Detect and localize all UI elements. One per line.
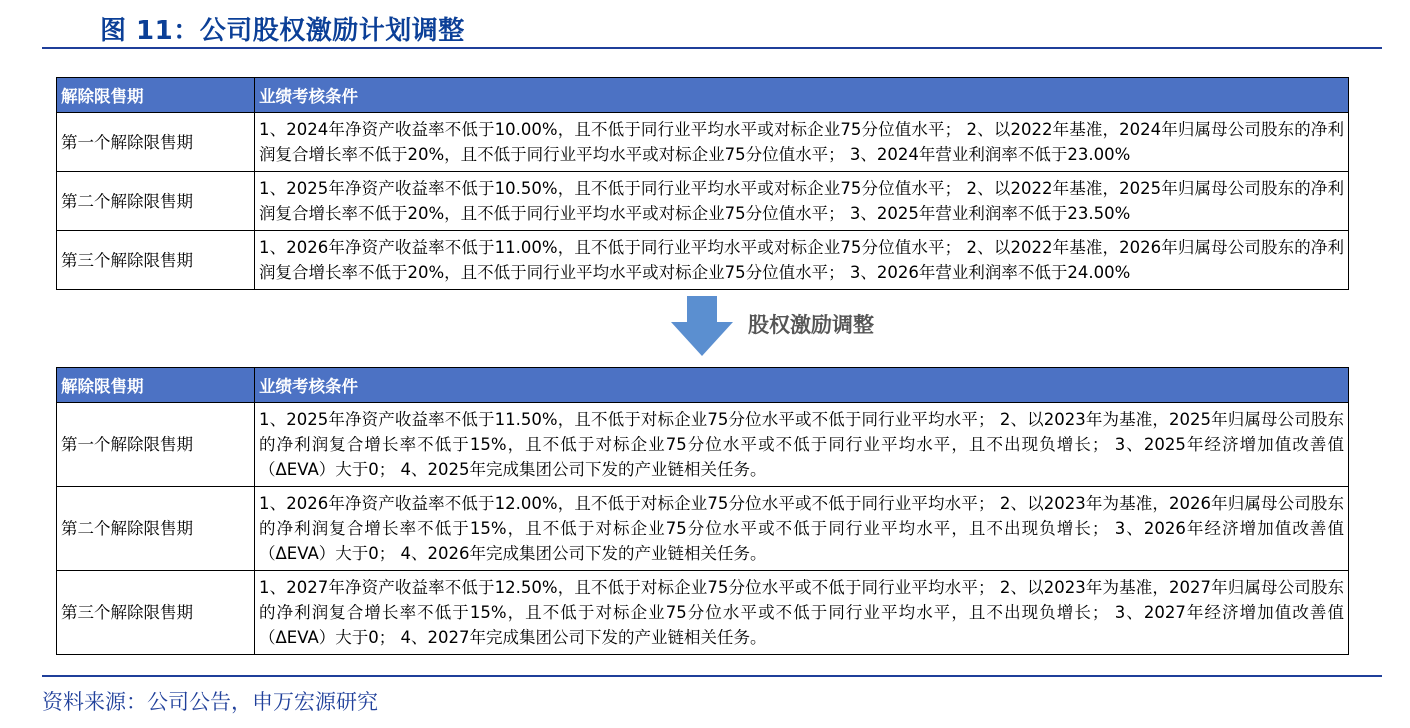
adjustment-label: 股权激励调整 <box>748 313 874 337</box>
condition-cell: 1、2025年净资产收益率不低于11.50%，且不低于对标企业75分位水平或不低于同行业平均水平； 2、以2023年为基准，2025年归属母公司股东的净利润复合增长率不低于15%，且不低于对标企业75分位水平或不低于同行业平均水平，且不出现负增长； 3、2025年经济增加值改善值（ΔEVA）大于0； 4、2025年完成集团公司下发的产业链相关任务。 <box>255 403 1349 487</box>
header-condition: 业绩考核条件 <box>255 78 1349 113</box>
table-header-row <box>57 78 1349 113</box>
title-divider <box>42 47 1382 49</box>
period-cell: 第二个解除限售期 <box>57 172 255 231</box>
condition-cell: 1、2027年净资产收益率不低于12.50%，且不低于对标企业75分位水平或不低于同行业平均水平； 2、以2023年为基准，2027年归属母公司股东的净利润复合增长率不低于15%，且不低于对标企业75分位水平或不低于同行业平均水平，且不出现负增长； 3、2027年经济增加值改善值（ΔEVA）大于0； 4、2027年完成集团公司下发的产业链相关任务。 <box>255 571 1349 655</box>
condition-cell: 1、2025年净资产收益率不低于10.50%，且不低于同行业平均水平或对标企业75分位值水平； 2、以2022年基准，2025年归属母公司股东的净利润复合增长率不低于20%，且不低于同行业平均水平或对标企业75分位值水平； 3、2025年营业利润率不低于23.50% <box>255 172 1349 231</box>
original-plan-table <box>56 77 1349 290</box>
table-row <box>57 571 1349 655</box>
period-cell: 第二个解除限售期 <box>57 487 255 571</box>
footer-divider <box>42 675 1382 677</box>
adjusted-plan-table <box>56 367 1349 655</box>
source-note: 资料来源：公司公告，申万宏源研究 <box>42 690 378 714</box>
period-cell: 第三个解除限售期 <box>57 231 255 290</box>
header-period: 解除限售期 <box>57 78 255 113</box>
table-row <box>57 487 1349 571</box>
table-row <box>57 403 1349 487</box>
period-cell: 第一个解除限售期 <box>57 403 255 487</box>
table-row <box>57 231 1349 290</box>
header-period: 解除限售期 <box>57 368 255 403</box>
period-cell: 第三个解除限售期 <box>57 571 255 655</box>
figure-title: 图 11：公司股权激励计划调整 <box>100 16 465 46</box>
period-cell: 第一个解除限售期 <box>57 113 255 172</box>
table-row <box>57 113 1349 172</box>
table-header-row <box>57 368 1349 403</box>
table-row <box>57 172 1349 231</box>
down-arrow-icon <box>671 296 733 356</box>
condition-cell: 1、2024年净资产收益率不低于10.00%，且不低于同行业平均水平或对标企业75分位值水平； 2、以2022年基准，2024年归属母公司股东的净利润复合增长率不低于20%，且不低于同行业平均水平或对标企业75分位值水平； 3、2024年营业利润率不低于23.00% <box>255 113 1349 172</box>
condition-cell: 1、2026年净资产收益率不低于12.00%，且不低于对标企业75分位水平或不低于同行业平均水平； 2、以2023年为基准，2026年归属母公司股东的净利润复合增长率不低于15%，且不低于对标企业75分位水平或不低于同行业平均水平，且不出现负增长； 3、2026年经济增加值改善值（ΔEVA）大于0； 4、2026年完成集团公司下发的产业链相关任务。 <box>255 487 1349 571</box>
condition-cell: 1、2026年净资产收益率不低于11.00%，且不低于同行业平均水平或对标企业75分位值水平； 2、以2022年基准，2026年归属母公司股东的净利润复合增长率不低于20%，且不低于同行业平均水平或对标企业75分位值水平； 3、2026年营业利润率不低于24.00% <box>255 231 1349 290</box>
header-condition: 业绩考核条件 <box>255 368 1349 403</box>
